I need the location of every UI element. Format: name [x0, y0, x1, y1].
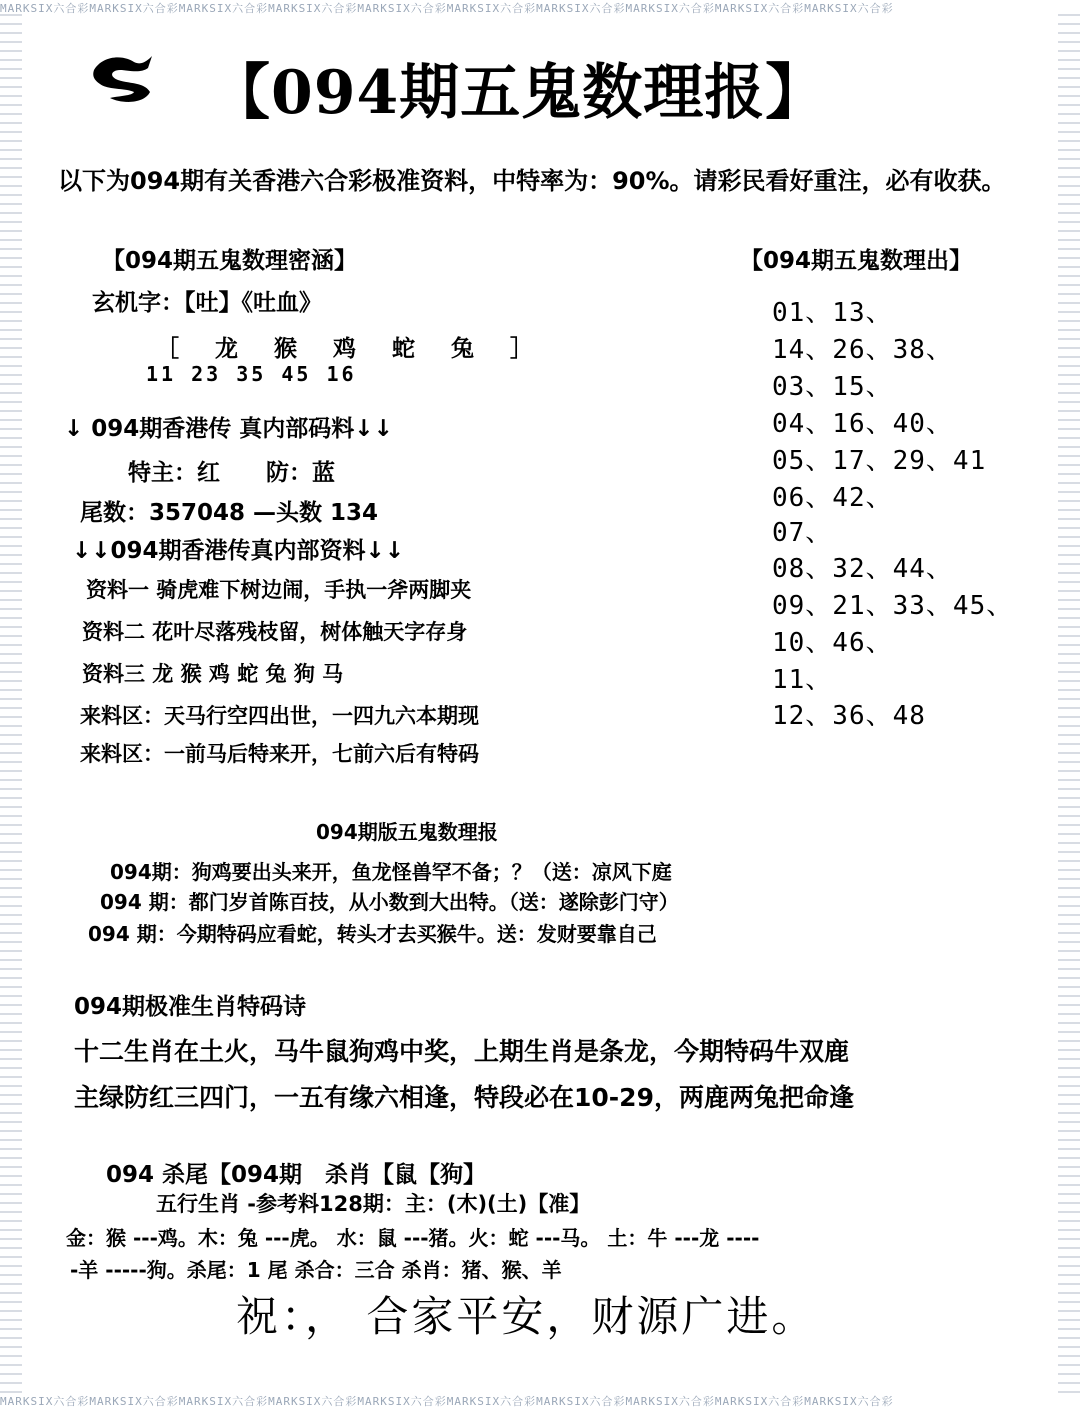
number-row: 12、36、48	[772, 701, 926, 731]
info-line-2: 资料二 花叶尽落残枝留，树体触天字存身	[82, 620, 468, 644]
middle-title: 094期版五鬼数理报	[316, 820, 498, 844]
info-line-3: 资料三 龙 猴 鸡 蛇 兔 狗 马	[82, 662, 344, 686]
number-row: 08、32、44、	[772, 554, 953, 584]
source-line-2: 来料区：一前马后特来开，七前六后有特码	[80, 742, 479, 766]
number-row: 14、26、38、	[772, 335, 953, 365]
source-line-1: 来料区：天马行空四出世，一四九六本期现	[80, 704, 479, 728]
middle-line-1: 094期：狗鸡要出头来开，鱼龙怪兽罕不备；？（送：凉风下庭	[110, 860, 672, 884]
middle-line-3: 094 期：今期特码应看蛇，转头才去买猴牛。送：发财要靠自己	[88, 922, 657, 946]
left-border	[0, 14, 22, 1393]
number-row: 09、21、33、45、	[772, 591, 1014, 621]
poem-line-2: 主绿防红三四门，一五有缘六相逢，特段必在10-29，两鹿两兔把命逢	[74, 1083, 854, 1112]
right-section-title: 【094期五鬼数理出】	[740, 248, 973, 274]
number-row: 07、	[772, 518, 833, 548]
number-row: 01、13、	[772, 298, 893, 328]
info-line-1: 资料一 骑虎难下树边闹，手执一斧两脚夹	[86, 578, 472, 602]
tail-head-line: 尾数：357048 —头数 134	[80, 500, 379, 526]
poem-line-1: 十二生肖在土火，马牛鼠狗鸡中奖，上期生肖是条龙，今期特码牛双鹿	[74, 1037, 850, 1066]
elements-detail-line-1: 金：猴 ---鸡。木：兔 ---虎。 水：鼠 ---猪。火：蛇 ---马。 土：牛 ---龙 ----	[66, 1226, 760, 1250]
kill-tail-line: 094 杀尾【094期 杀肖【鼠【狗】	[106, 1162, 487, 1188]
five-elements-line: 五行生肖 -参考料128期：主：(木)(土)【准】	[156, 1192, 591, 1216]
middle-line-2: 094 期：都门岁首陈百技，从小数到大出特。（送：遂除彭门守）	[100, 890, 679, 914]
left-section-title: 【094期五鬼数理密涵】	[102, 248, 358, 274]
page-title: 【094期五鬼数理报】	[210, 58, 827, 128]
number-row: 10、46、	[772, 628, 893, 658]
number-row: 06、42、	[772, 483, 893, 513]
zodiac-numbers: 11 23 35 45 16	[146, 362, 357, 386]
intro-paragraph: 以下为094期有关香港六合彩极准资料，中特率为：90%。请彩民看好重注，必有收获。	[58, 167, 1006, 195]
top-watermark-border: MARKSIX六合彩MARKSIX六合彩MARKSIX六合彩MARKSIX六合彩MARKSIX六合彩MARKSIX六合彩MARKSIX六合彩MARKSIX六合彩MARKSIX六合彩MARKSIX六合彩	[0, 2, 894, 14]
inside-code-title: ↓ 094期香港传 真内部码料↓↓	[64, 416, 393, 442]
number-row: 11、	[772, 665, 833, 695]
blessing-line: 祝：， 合家平安，财源广进。	[236, 1292, 817, 1341]
right-border	[1058, 14, 1080, 1393]
zodiac-line: ［ 龙 猴 鸡 蛇 兔 ］	[156, 336, 548, 362]
special-main-line: 特主：红 防：蓝	[128, 460, 335, 486]
number-row: 03、15、	[772, 372, 893, 402]
number-row: 05、17、29、41	[772, 446, 987, 476]
elements-detail-line-2: -羊 -----狗。杀尾：1 尾 杀合：三合 杀肖：猪、猴、羊	[70, 1258, 562, 1282]
poem-title: 094期极准生肖特码诗	[74, 994, 307, 1020]
bottom-watermark-border: MARKSIX六合彩MARKSIX六合彩MARKSIX六合彩MARKSIX六合彩MARKSIX六合彩MARKSIX六合彩MARKSIX六合彩MARKSIX六合彩MARKSIX六合彩MARKSIX六合彩	[0, 1395, 894, 1407]
number-row: 04、16、40、	[772, 409, 953, 439]
inside-info-title: ↓↓094期香港传真内部资料↓↓	[72, 538, 405, 564]
dragon-logo-icon	[88, 48, 156, 108]
xuanji-line: 玄机字：【吐】《吐血》	[92, 290, 322, 316]
